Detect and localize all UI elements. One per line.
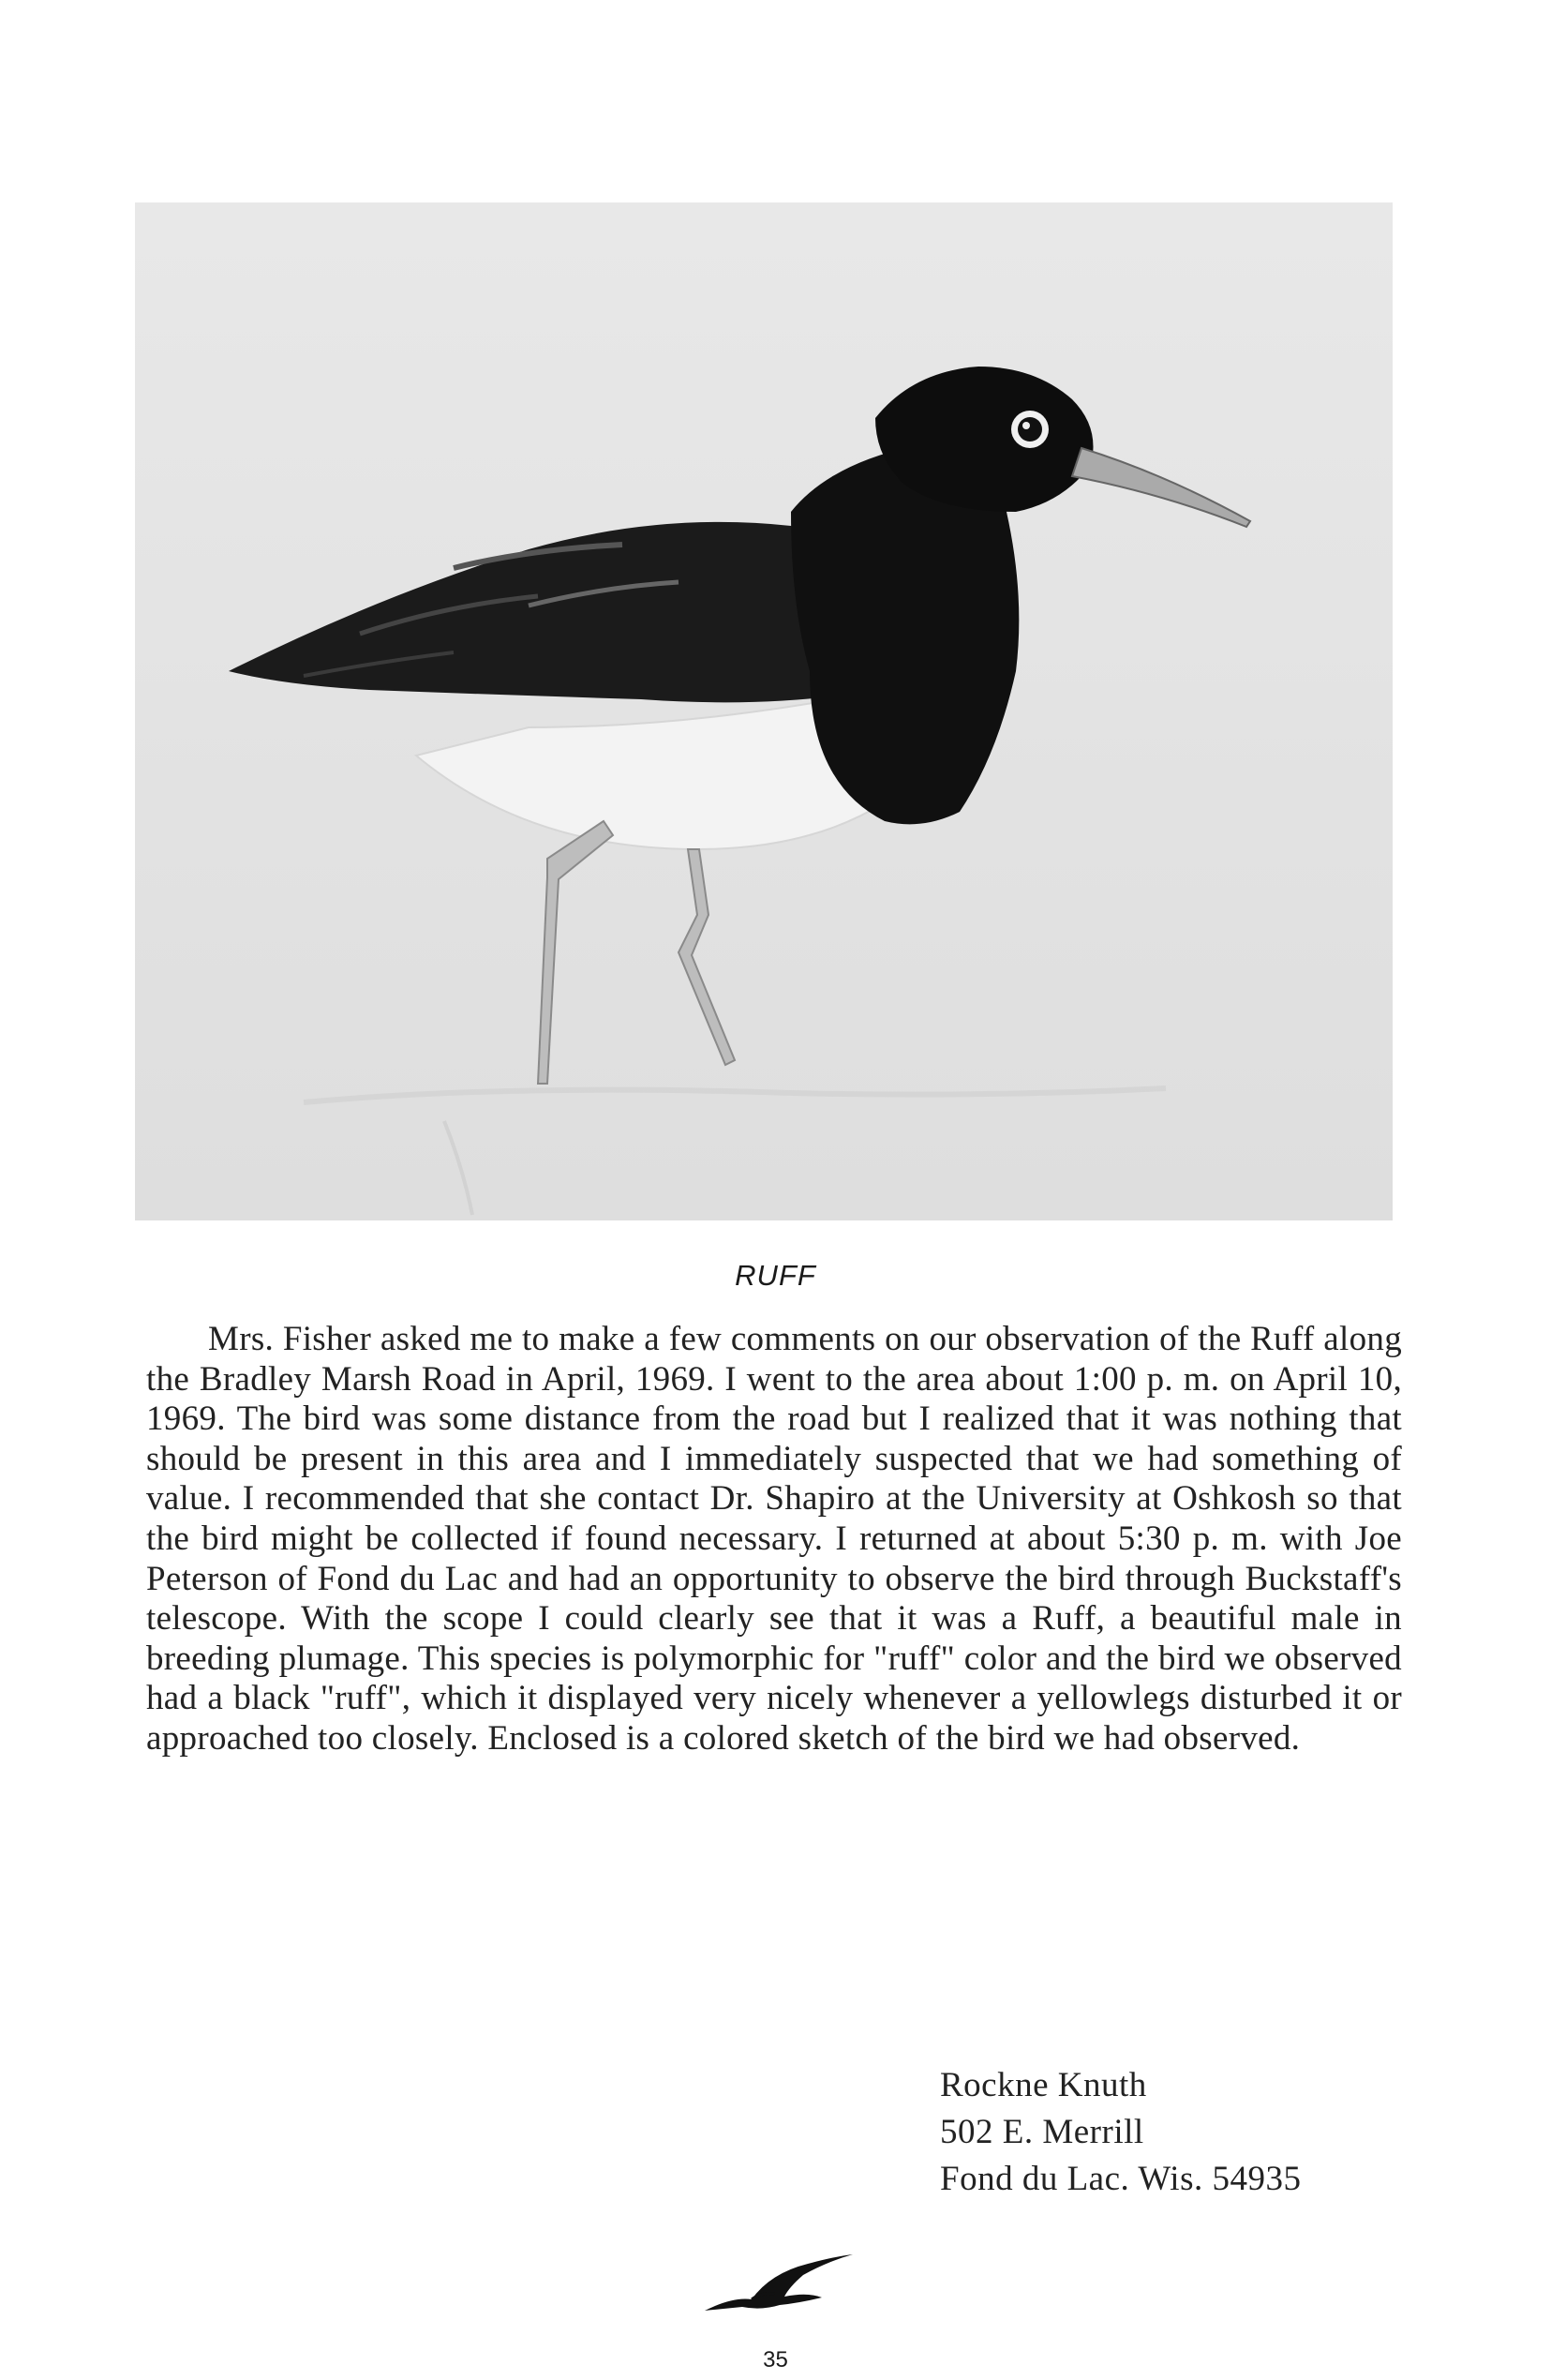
article-body: Mrs. Fisher asked me to make a few comments on our observation of the Ruff along the Bradley Marsh Road in April, 1969. I went to the area about 1:00 p. m. on April 10, 1969. The bird was some distance from the road but I realized that it was nothing that should be present in this area and I immediately suspected that we had something of value. I recommended that she contact Dr. Shapiro at the University at Oshkosh so that the bird might be collected if found necessary. I returned at about 5:30 p. m. with Joe Peterson of Fond du Lac and had an opportunity to observe the bird through Buckstaff's telescope. With the scope I could clearly see that it was a Ruff, a beautiful male in breeding plumage. This species is polymorphic for "ruff" color and the bird we observed had a black "ruff", which it displayed very nicely whenever a yellowlegs disturbed it or approached too closely. Enclosed is a colored sketch of the bird we had observed.: [146, 1320, 1402, 1758]
author-city: Fond du Lac. Wis. 54935: [940, 2160, 1302, 2198]
ruff-illustration: [135, 202, 1393, 1220]
author-signature: [940, 2062, 1301, 2203]
author-street: 502 E. Merrill: [940, 2113, 1144, 2151]
figure-caption: RUFF: [735, 1259, 816, 1292]
author-name: Rockne Knuth: [940, 2066, 1147, 2104]
ruff-bird-painting: [135, 202, 1393, 1220]
flying-gull-icon: [695, 2245, 855, 2325]
page-number: 35: [763, 2347, 788, 2373]
